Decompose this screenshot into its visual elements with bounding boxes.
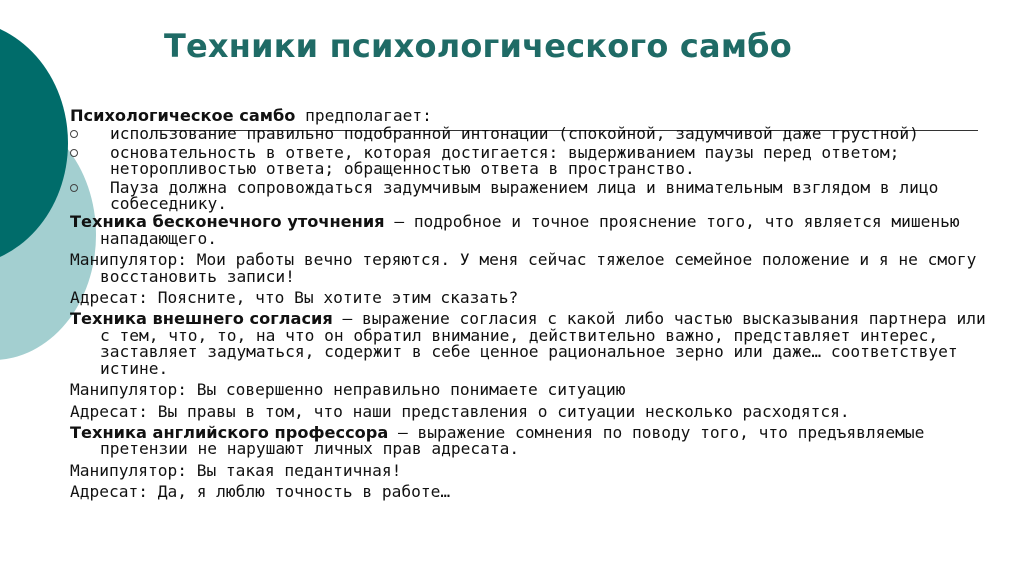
bullet-item bbox=[70, 142, 990, 179]
dialogue-text: Адресат: Вы правы в том, что наши представления о ситуации несколько расходятся. bbox=[70, 401, 850, 421]
technique-term: Техника внешнего согласия bbox=[70, 309, 333, 329]
technique-term: Техника английского профессора bbox=[70, 422, 389, 442]
dialogue-line bbox=[70, 401, 990, 421]
intro-paragraph bbox=[70, 108, 990, 124]
technique-text: – подробное и точное прояснение того, что является мишенью нападающего. bbox=[100, 212, 960, 248]
slide-title: Техники психологического самбо bbox=[164, 27, 792, 65]
bullet-text: основательность в ответе, которая достигается: выдерживанием паузы перед ответом; неторопливостью ответа; обращенностью ответа в пространство. bbox=[110, 142, 900, 179]
technique-text: – выражение согласия с какой либо частью высказывания партнера или с тем, что, то, на что он обратил внимание, действительно важно, представляет интерес, заставляет задуматься, содержит в себе ценное рациональное зерно или даже… соответствует истине. bbox=[100, 309, 986, 378]
circle-bullet-icon bbox=[70, 149, 78, 157]
bullet-item bbox=[70, 126, 990, 142]
slide-content bbox=[70, 108, 990, 501]
circle-bullet-icon bbox=[70, 184, 78, 192]
intro-text: предполагает: bbox=[295, 106, 432, 125]
bullet-item bbox=[70, 177, 990, 214]
dialogue-text: Адресат: Поясните, что Вы хотите этим сказать? bbox=[70, 288, 519, 308]
technique-term: Техника бесконечного уточнения bbox=[70, 212, 385, 232]
dialogue-text: Манипулятор: Вы такая педантичная! bbox=[70, 460, 402, 480]
technique-paragraph bbox=[70, 214, 990, 247]
technique-paragraph bbox=[70, 422, 990, 459]
intro-term: Психологическое самбо bbox=[70, 106, 296, 125]
circle-bullet-icon bbox=[70, 130, 78, 138]
bullet-text: использование правильно подобранной интонации (спокойной, задумчивой даже грустной) bbox=[110, 124, 919, 144]
technique-paragraph bbox=[70, 311, 990, 377]
bullet-text: Пауза должна сопровождаться задумчивым выражением лица и внимательным взглядом в лицо собеседнику. bbox=[110, 177, 939, 214]
dialogue-text: Адресат: Да, я люблю точность в работе… bbox=[70, 482, 451, 502]
dialogue-line bbox=[70, 252, 990, 285]
dialogue-text: Манипулятор: Вы совершенно неправильно понимаете ситуацию bbox=[70, 380, 626, 400]
dialogue-text: Манипулятор: Мои работы вечно теряются. У меня сейчас тяжелое семейное положение и я не смогу восстановить записи! bbox=[70, 250, 977, 286]
technique-text: – выражение сомнения по поводу того, что предъявляемые претензии не нарушают личных прав адресата. bbox=[100, 422, 925, 459]
dialogue-line bbox=[70, 290, 990, 306]
dialogue-line bbox=[70, 460, 990, 480]
dialogue-line bbox=[70, 382, 990, 398]
dialogue-line bbox=[70, 484, 990, 500]
